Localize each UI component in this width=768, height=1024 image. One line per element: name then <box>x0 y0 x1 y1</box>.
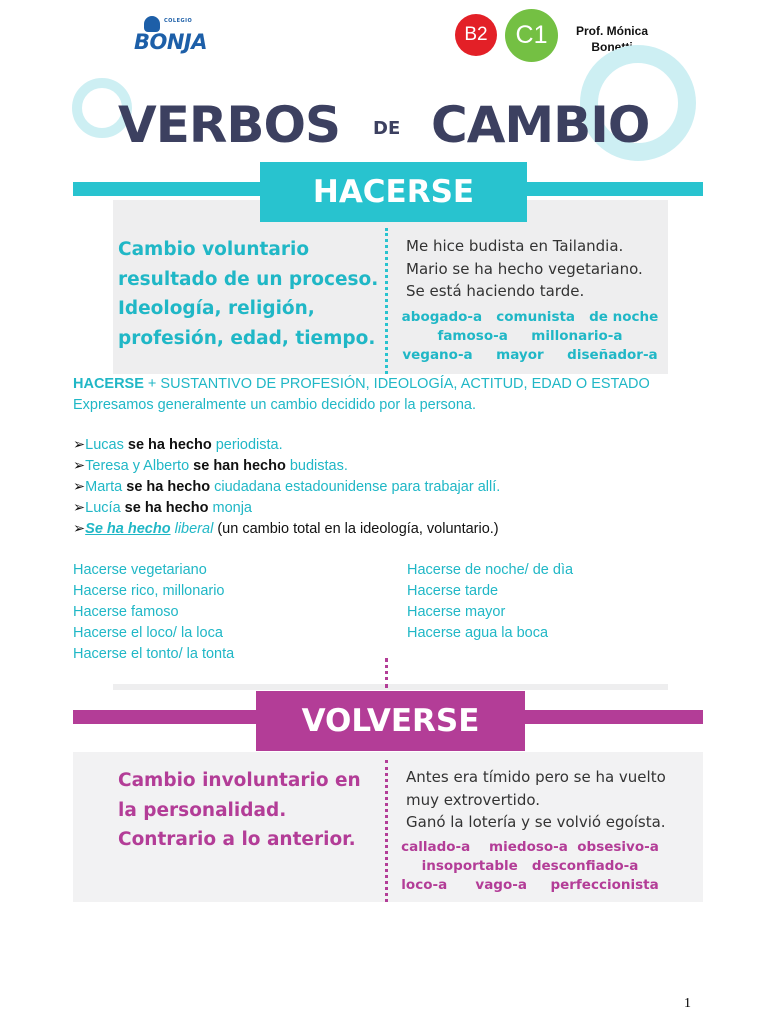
volverse-adjectives <box>396 838 664 895</box>
adjective-line: abogado-a comunista de noche <box>401 309 659 325</box>
example-sentence: muy extrovertido. <box>406 790 541 809</box>
volverse-heading: VOLVERSE <box>256 691 525 751</box>
school-logo <box>134 16 214 56</box>
logo-caption: COLEGIO <box>164 18 193 24</box>
example-sentence: Me hice budista en Tailandia. <box>406 237 624 255</box>
adjective-line: famoso-a millonario-a <box>437 328 623 344</box>
rule-summary: Expresamos generalmente un cambio decidido por la persona. <box>73 397 477 413</box>
expression-item: Hacerse famoso <box>73 604 179 620</box>
example-sentence: Mario se ha hecho vegetariano. <box>406 259 643 278</box>
example-sentence: Se está haciendo tarde. <box>406 282 585 300</box>
expressions-right <box>407 560 573 644</box>
description-line: la personalidad. <box>118 799 287 821</box>
adjective-line: callado-a miedoso-a obsesivo-a <box>401 839 659 855</box>
teacher-line-2: Bonetti <box>591 40 633 54</box>
bullet-arrow-icon: ➢ <box>73 437 86 453</box>
volverse-description <box>118 766 383 855</box>
rule-block <box>73 374 650 416</box>
description-line: Cambio involuntario en <box>118 770 361 791</box>
expressions-left <box>73 560 234 665</box>
description-line: Ideología, religión, <box>118 298 315 319</box>
list-item: ➢Se ha hecho liberal (un cambio total en la ideología, voluntario.) <box>73 521 499 537</box>
example-sentence: Ganó la lotería y se volvió egoísta. <box>406 813 666 831</box>
logo-name: BONJA <box>134 30 207 54</box>
title-verbos: VERBOS <box>118 96 340 154</box>
adjective-line: insoportable desconfiado-a <box>421 858 639 874</box>
divider-dotted <box>385 228 388 374</box>
hacerse-examples <box>406 235 686 303</box>
divider-dotted <box>385 760 388 902</box>
expression-item: Hacerse el loco/ la loca <box>73 625 223 641</box>
expression-item: Hacerse mayor <box>407 604 506 620</box>
expression-item: Hacerse de noche/ de dìa <box>407 562 574 578</box>
description-line: Cambio voluntario <box>118 239 310 260</box>
hacerse-adjectives <box>396 308 664 365</box>
adjective-line: loco-a vago-a perfeccionista <box>401 877 659 893</box>
bullet-arrow-icon: ➢ <box>73 521 86 537</box>
rule-rest: + SUSTANTIVO DE PROFESIÓN, IDEOLOGÍA, ACTITUD, EDAD O ESTADO <box>143 376 650 392</box>
bullet-arrow-icon: ➢ <box>73 458 86 474</box>
list-item: ➢Marta se ha hecho ciudadana estadounidense para trabajar allí. <box>73 479 501 495</box>
list-item: ➢Lucía se ha hecho monja <box>73 500 252 516</box>
level-badge-b2: B2 <box>455 14 497 56</box>
teacher-line-1: Prof. Mónica <box>575 24 648 38</box>
example-sentence: Antes era tímido pero se ha vuelto <box>406 768 666 786</box>
bullet-arrow-icon: ➢ <box>73 479 86 495</box>
volverse-top-strip <box>113 684 668 690</box>
expression-item: Hacerse el tonto/ la tonta <box>73 646 235 662</box>
title-de: DE <box>373 118 401 139</box>
hacerse-description <box>118 235 383 353</box>
level-badge-c1: C1 <box>505 9 558 62</box>
expression-item: Hacerse tarde <box>407 583 499 599</box>
expression-item: Hacerse agua la boca <box>407 625 549 641</box>
page-number: 1 <box>684 996 691 1011</box>
description-line: profesión, edad, tiempo. <box>118 327 376 349</box>
expression-item: Hacerse rico, millonario <box>73 583 225 599</box>
examples-list <box>73 435 500 540</box>
rule-line <box>73 374 650 395</box>
bullet-arrow-icon: ➢ <box>73 500 86 516</box>
hacerse-heading: HACERSE <box>260 162 527 222</box>
expression-item: Hacerse vegetariano <box>73 562 207 578</box>
list-item: ➢Teresa y Alberto se han hecho budistas. <box>73 458 348 474</box>
adjective-line: vegano-a mayor diseñador-a <box>402 347 658 363</box>
description-line: Contrario a lo anterior. <box>118 829 356 850</box>
list-item: ➢Lucas se ha hecho periodista. <box>73 437 283 453</box>
volverse-examples <box>406 766 686 834</box>
rule-verb: HACERSE <box>73 376 144 392</box>
description-line: resultado de un proceso. <box>118 268 379 290</box>
title-cambio: CAMBIO <box>431 96 650 154</box>
divider-dotted <box>385 658 388 688</box>
